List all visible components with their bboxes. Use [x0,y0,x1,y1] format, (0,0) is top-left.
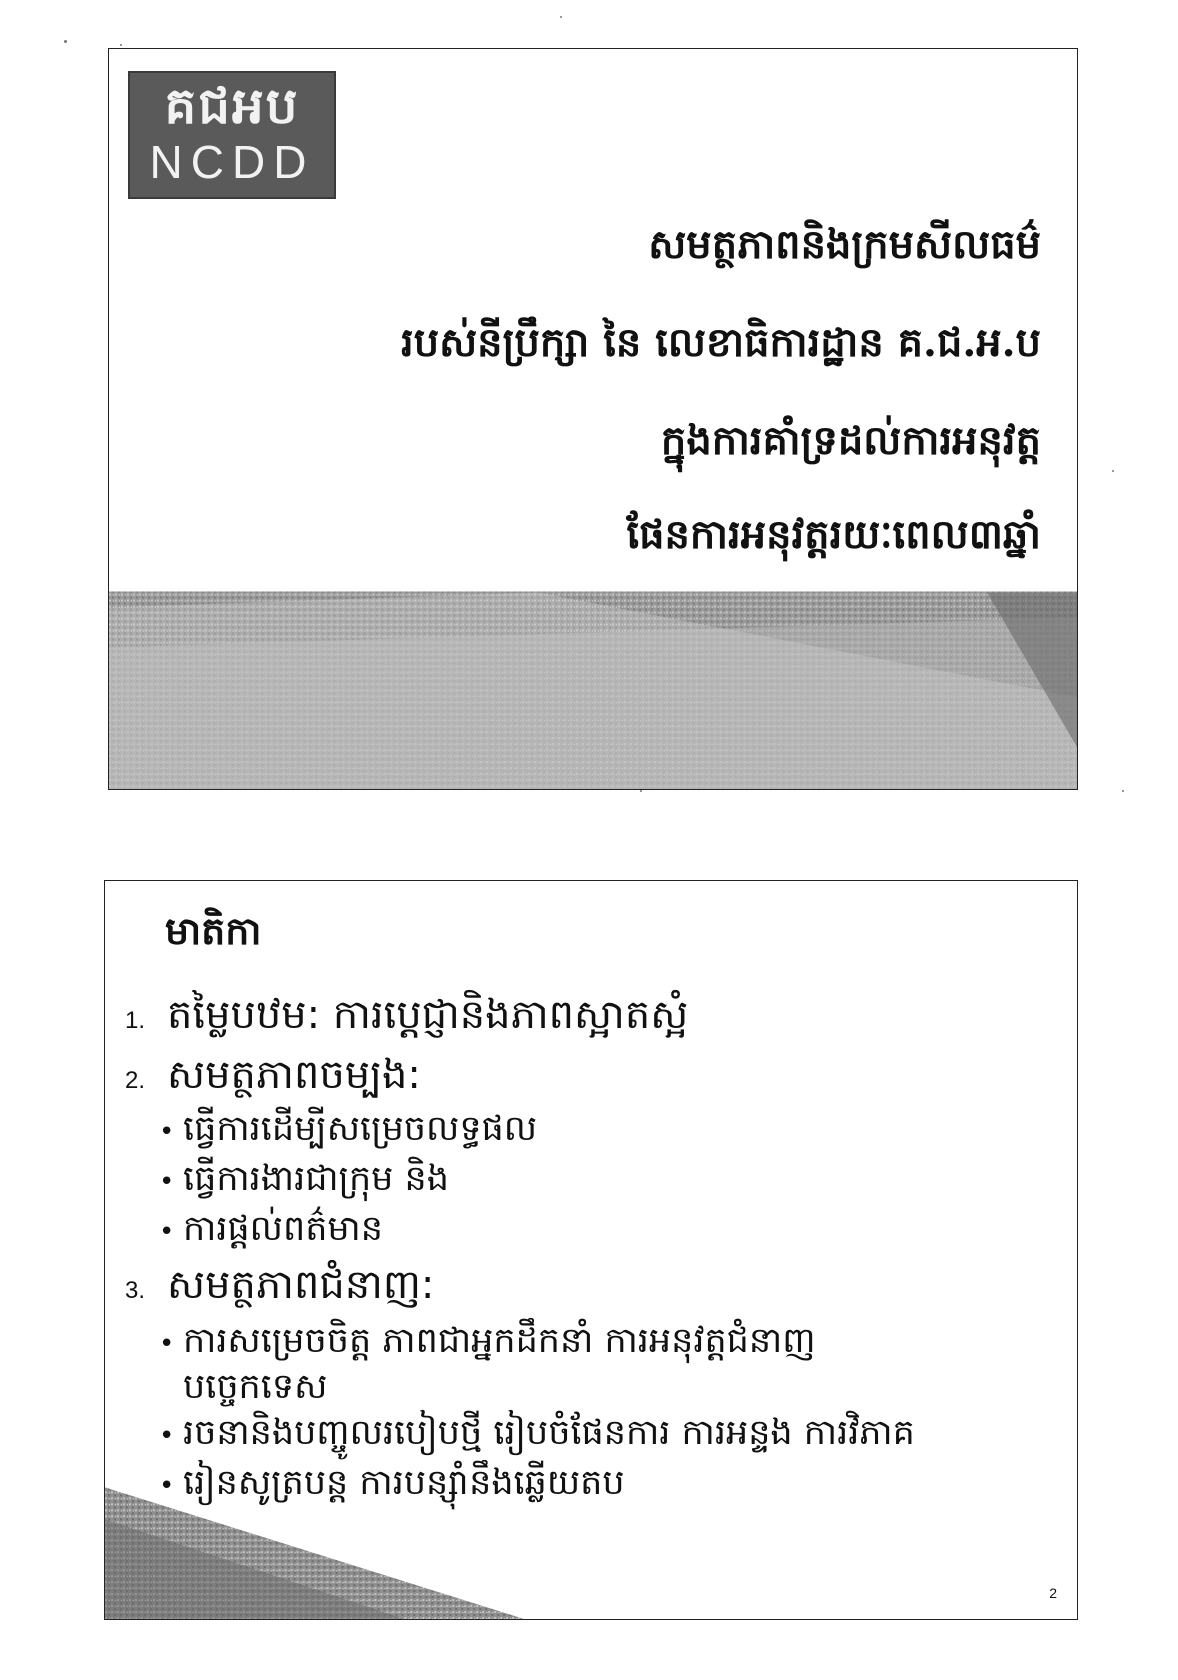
bullet-glyph: • [159,1117,175,1147]
contents-slide [104,880,1078,1620]
bullet-item-text: រៀនសូត្របន្ត ការបន្ស៊ាំនឹងឆ្លើយតប [183,1463,625,1503]
logo-latin-text: NCDD [149,136,315,188]
bullet-item [159,1411,915,1462]
bullet-item-text: ធ្វើការដើម្បីសម្រេចលទ្ធផល [183,1109,538,1149]
title-line-1: សមត្ថភាពនិងក្រមសីលធម៌ [648,221,1041,268]
scan-speck [1122,790,1124,792]
bullet-item-continuation [183,1365,327,1416]
bullet-item [159,1461,625,1512]
bullet-item [159,1207,383,1258]
slide-page-number: 2 [1049,1585,1057,1601]
contents-heading: មាតិកា [165,908,262,953]
list-item-3 [125,1259,434,1318]
title-line-3: ក្នុងការគាំទ្រដល់ការអនុវត្ត [660,417,1041,464]
bullet-item [159,1157,449,1208]
bullet-item-text: ការផ្ដល់ពត៌មាន [183,1209,383,1249]
list-item-text: តម្លៃបឋម: ការប្ដេជ្ញានិងភាពស្អាតស្អំ [167,992,689,1038]
bullet-item [159,1107,537,1158]
bullet-glyph: • [159,1167,175,1197]
scan-speck [560,16,562,18]
title-line-2: របស់នីប្រឹក្សា នៃ លេខាធិការដ្ឋាន គ.ជ.អ.ប [401,319,1041,366]
bullet-glyph: • [159,1217,175,1247]
ncdd-logo [128,71,336,199]
bullet-item-text: បច្ចេកទេស [183,1367,328,1407]
bullet-glyph: • [159,1329,175,1359]
bullet-item-text: ការសម្រេចចិត្ត ភាពជាអ្នកដឹកនាំ ការអនុវត្តជំនាញ [183,1321,816,1361]
bullet-item-text: រចនានិងបញ្ចូលរបៀបថ្មី រៀបចំផែនការ ការអន្ទង ការវិភាគ [183,1413,915,1453]
scan-speck [120,44,122,46]
logo-khmer-text: គជអប [164,76,300,135]
list-item-2 [125,1049,421,1108]
scan-speck [1112,470,1114,472]
bullet-glyph: • [159,1421,175,1451]
title-line-4: ផែនការអនុវត្តរយៈពេល៣ឆ្នាំ [626,511,1041,558]
list-item-text: សមត្ថភាពចម្បង: [167,1052,421,1098]
scan-speck [640,790,642,792]
list-number: 2. [125,1067,146,1094]
bullet-item [159,1319,816,1370]
title-slide [108,48,1078,790]
bullet-item-text: ធ្វើការងារជាក្រុម និង [183,1159,449,1199]
scan-speck [64,40,67,43]
list-item-1 [125,989,688,1048]
bullet-glyph: • [159,1471,175,1501]
list-item-text: សមត្ថភាពជំនាញ: [167,1262,435,1308]
list-number: 3. [125,1277,146,1304]
list-number: 1. [125,1007,146,1034]
